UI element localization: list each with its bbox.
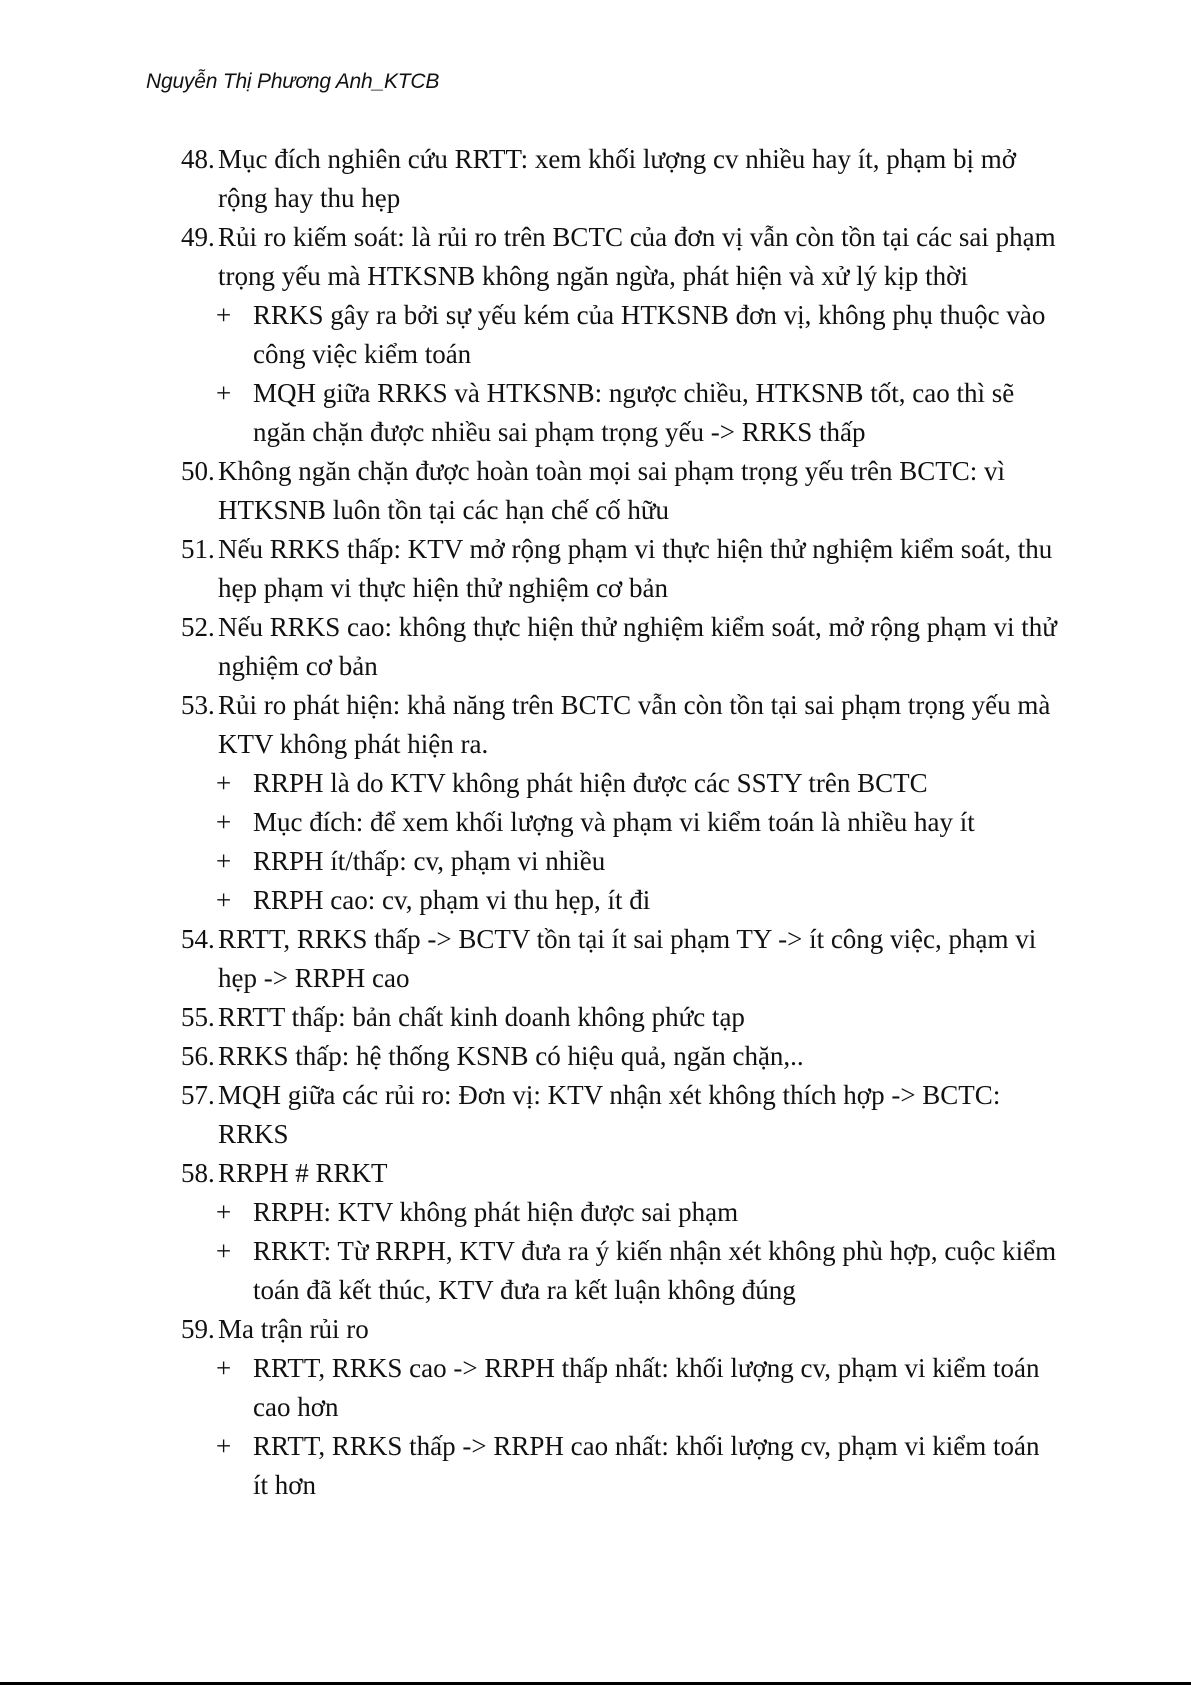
plus-bullet-icon: +: [216, 846, 232, 876]
bullet-item: [216, 881, 1061, 920]
bullet-item: [216, 1349, 1061, 1427]
bullet-text: RRTT, RRKS thấp -> RRPH cao nhất: khối lượng cv, phạm vi kiểm toán ít hơn: [253, 1431, 1040, 1500]
plus-bullet-icon: +: [216, 768, 232, 798]
bullet-text: RRKS gây ra bởi sự yếu kém của HTKSNB đơn vị, không phụ thuộc vào công việc kiểm toán: [253, 300, 1046, 369]
list-item-number: 51.: [181, 534, 215, 564]
list-item-text: RRTT, RRKS thấp -> BCTV tồn tại ít sai phạm TY -> ít công việc, phạm vi hẹp -> RRPH cao: [218, 924, 1037, 993]
list-item-text: RRTT thấp: bản chất kinh doanh không phức tạp: [218, 1002, 745, 1032]
bullet-item: [216, 1427, 1061, 1505]
list-item: [181, 140, 1061, 218]
list-item-number: 54.: [181, 924, 215, 954]
list-item-text: Nếu RRKS thấp: KTV mở rộng phạm vi thực hiện thử nghiệm kiểm soát, thu hẹp phạm vi thực hiện thử nghiệm cơ bản: [218, 534, 1053, 603]
list-item: [181, 998, 1061, 1037]
list-item: [181, 1154, 1061, 1193]
list-item-number: 50.: [181, 456, 215, 486]
list-item: [181, 218, 1061, 296]
bullet-item: [216, 764, 1061, 803]
plus-bullet-icon: +: [216, 885, 232, 915]
plus-bullet-icon: +: [216, 1197, 232, 1227]
bullet-text: RRKT: Từ RRPH, KTV đưa ra ý kiến nhận xét không phù hợp, cuộc kiểm toán đã kết thúc, KTV đưa ra kết luận không đúng: [253, 1236, 1057, 1305]
bullet-item: [216, 842, 1061, 881]
plus-bullet-icon: +: [216, 300, 232, 330]
plus-bullet-icon: +: [216, 1236, 232, 1266]
list-item-number: 53.: [181, 690, 215, 720]
list-item-number: 55.: [181, 1002, 215, 1032]
document-body: [181, 140, 1061, 1505]
bullet-list: [216, 296, 1061, 452]
list-item-text: Rủi ro kiếm soát: là rủi ro trên BCTC của đơn vị vẫn còn tồn tại các sai phạm trọng yếu mà HTKSNB không ngăn ngừa, phát hiện và xử lý kịp thời: [218, 222, 1056, 291]
list-item-number: 58.: [181, 1158, 215, 1188]
bullet-text: MQH giữa RRKS và HTKSNB: ngược chiều, HTKSNB tốt, cao thì sẽ ngăn chặn được nhiều sai phạm trọng yếu -> RRKS thấp: [253, 378, 1015, 447]
bullet-list: [216, 1349, 1061, 1505]
list-item: [181, 530, 1061, 608]
list-item-text: MQH giữa các rủi ro: Đơn vị: KTV nhận xét không thích hợp -> BCTC: RRKS: [218, 1080, 1001, 1149]
bullet-text: RRTT, RRKS cao -> RRPH thấp nhất: khối lượng cv, phạm vi kiểm toán cao hơn: [253, 1353, 1040, 1422]
list-item-number: 52.: [181, 612, 215, 642]
bullet-text: RRPH ít/thấp: cv, phạm vi nhiều: [253, 846, 606, 876]
plus-bullet-icon: +: [216, 1431, 232, 1461]
bullet-item: [216, 296, 1061, 374]
bullet-text: RRPH cao: cv, phạm vi thu hẹp, ít đi: [253, 885, 651, 915]
list-item-number: 59.: [181, 1314, 215, 1344]
list-item: [181, 1037, 1061, 1076]
list-item-text: Không ngăn chặn được hoàn toàn mọi sai phạm trọng yếu trên BCTC: vì HTKSNB luôn tồn tại các hạn chế cố hữu: [218, 456, 1006, 525]
bullet-item: [216, 374, 1061, 452]
bullet-list: [216, 1193, 1061, 1310]
list-item: [181, 1076, 1061, 1154]
list-item-number: 57.: [181, 1080, 215, 1110]
list-item-number: 48.: [181, 144, 215, 174]
bullet-item: [216, 1193, 1061, 1232]
plus-bullet-icon: +: [216, 378, 232, 408]
list-item: [181, 920, 1061, 998]
list-item: [181, 686, 1061, 764]
list-item-text: Ma trận rủi ro: [218, 1314, 369, 1344]
list-item: [181, 608, 1061, 686]
bullet-item: [216, 1232, 1061, 1310]
list-item-text: Mục đích nghiên cứu RRTT: xem khối lượng cv nhiều hay ít, phạm bị mở rộng hay thu hẹp: [218, 144, 1016, 213]
list-item: [181, 1310, 1061, 1349]
list-item-number: 49.: [181, 222, 215, 252]
list-item-text: Rủi ro phát hiện: khả năng trên BCTC vẫn còn tồn tại sai phạm trọng yếu mà KTV không phát hiện ra.: [218, 690, 1051, 759]
bullet-text: Mục đích: để xem khối lượng và phạm vi kiểm toán là nhiều hay ít: [253, 807, 975, 837]
bullet-text: RRPH: KTV không phát hiện được sai phạm: [253, 1197, 739, 1227]
list-item-number: 56.: [181, 1041, 215, 1071]
list-item-text: RRPH # RRKT: [218, 1158, 388, 1188]
bullet-item: [216, 803, 1061, 842]
list-item-text: RRKS thấp: hệ thống KSNB có hiệu quả, ngăn chặn,..: [218, 1041, 804, 1071]
bullet-list: [216, 764, 1061, 920]
plus-bullet-icon: +: [216, 807, 232, 837]
list-item-text: Nếu RRKS cao: không thực hiện thử nghiệm kiểm soát, mở rộng phạm vi thử nghiệm cơ bản: [218, 612, 1057, 681]
plus-bullet-icon: +: [216, 1353, 232, 1383]
page-header: Nguyễn Thị Phương Anh_KTCB: [146, 70, 440, 93]
list-item: [181, 452, 1061, 530]
bullet-text: RRPH là do KTV không phát hiện được các SSTY trên BCTC: [253, 768, 928, 798]
